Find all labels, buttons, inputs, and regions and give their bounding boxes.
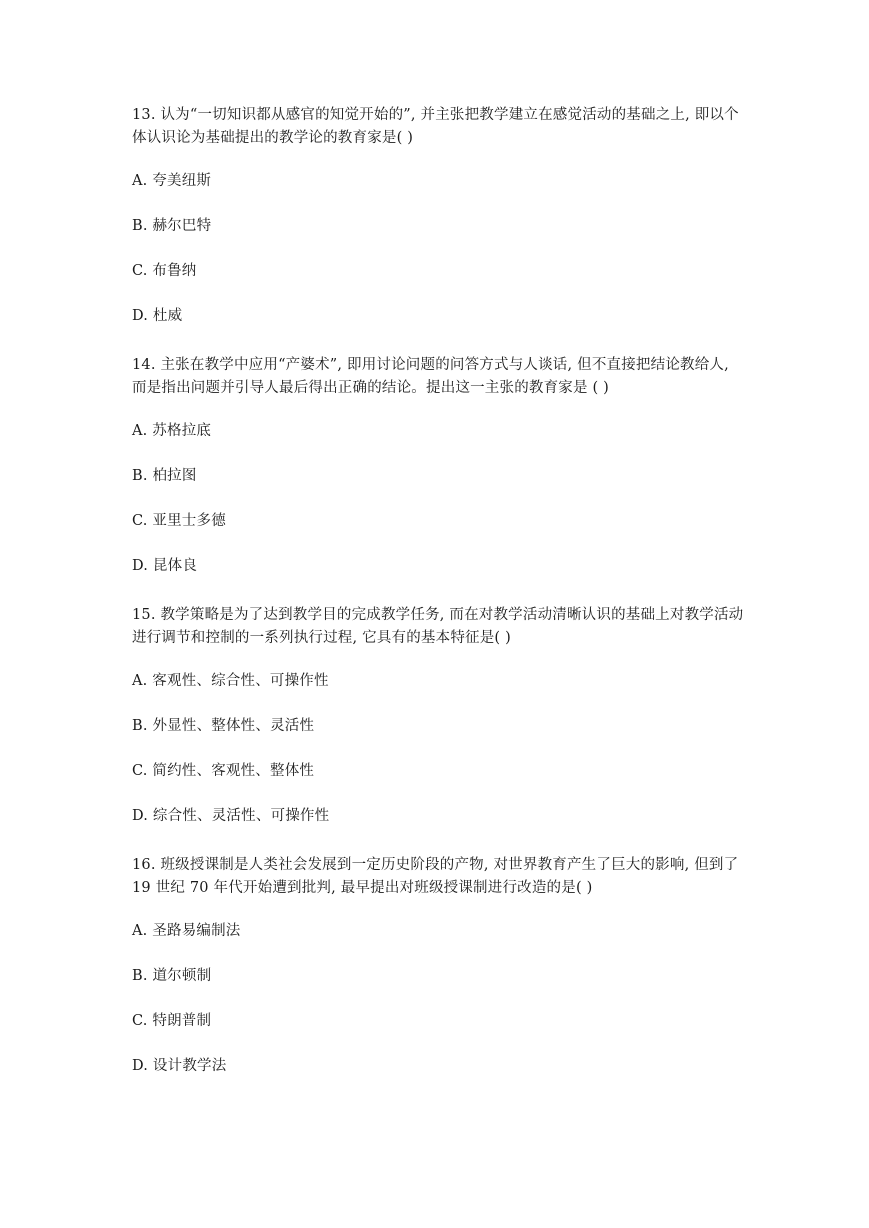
option-a: A. 客观性、综合性、可操作性 [132, 673, 329, 689]
question-stem: 13. 认为“一切知识都从感官的知觉开始的”, 并主张把教学建立在感觉活动的基础之上, 即以个体认识论为基础提出的教学论的教育家是( ) [132, 107, 739, 146]
option-c: C. 简约性、客观性、整体性 [132, 763, 315, 779]
option-b: B. 道尔顿制 [132, 968, 212, 984]
option-a: A. 夸美纽斯 [132, 173, 212, 189]
option-b: B. 柏拉图 [132, 468, 197, 484]
option-d: D. 昆体良 [132, 558, 198, 574]
option-list [132, 421, 747, 576]
question-13 [132, 104, 747, 326]
option-a: A. 圣路易编制法 [132, 923, 241, 939]
option-list [132, 171, 747, 326]
question-stem: 15. 教学策略是为了达到教学目的完成教学任务, 而在对教学活动清晰认识的基础上对教学活动进行调节和控制的一系列执行过程, 它具有的基本特征是( ) [132, 607, 744, 646]
option-b: B. 赫尔巴特 [132, 218, 212, 234]
option-d: D. 综合性、灵活性、可操作性 [132, 808, 330, 824]
question-15 [132, 604, 747, 826]
question-16 [132, 854, 747, 1076]
option-list [132, 671, 747, 826]
question-stem: 16. 班级授课制是人类社会发展到一定历史阶段的产物, 对世界教育产生了巨大的影响, 但到了 19 世纪 70 年代开始遭到批判, 最早提出对班级授课制进行改造的是( ) [132, 857, 739, 896]
option-a: A. 苏格拉底 [132, 423, 212, 439]
option-b: B. 外显性、整体性、灵活性 [132, 718, 315, 734]
option-c: C. 布鲁纳 [132, 263, 197, 279]
option-c: C. 亚里士多德 [132, 513, 226, 529]
question-stem: 14. 主张在教学中应用“产婆术”, 即用讨论问题的问答方式与人谈话, 但不直接把结论教给人, 而是指出问题并引导人最后得出正确的结论。提出这一主张的教育家是 ( ) [132, 357, 729, 396]
option-d: D. 设计教学法 [132, 1058, 227, 1074]
option-c: C. 特朗普制 [132, 1013, 212, 1029]
option-list [132, 921, 747, 1076]
option-d: D. 杜威 [132, 308, 183, 324]
question-14 [132, 354, 747, 576]
